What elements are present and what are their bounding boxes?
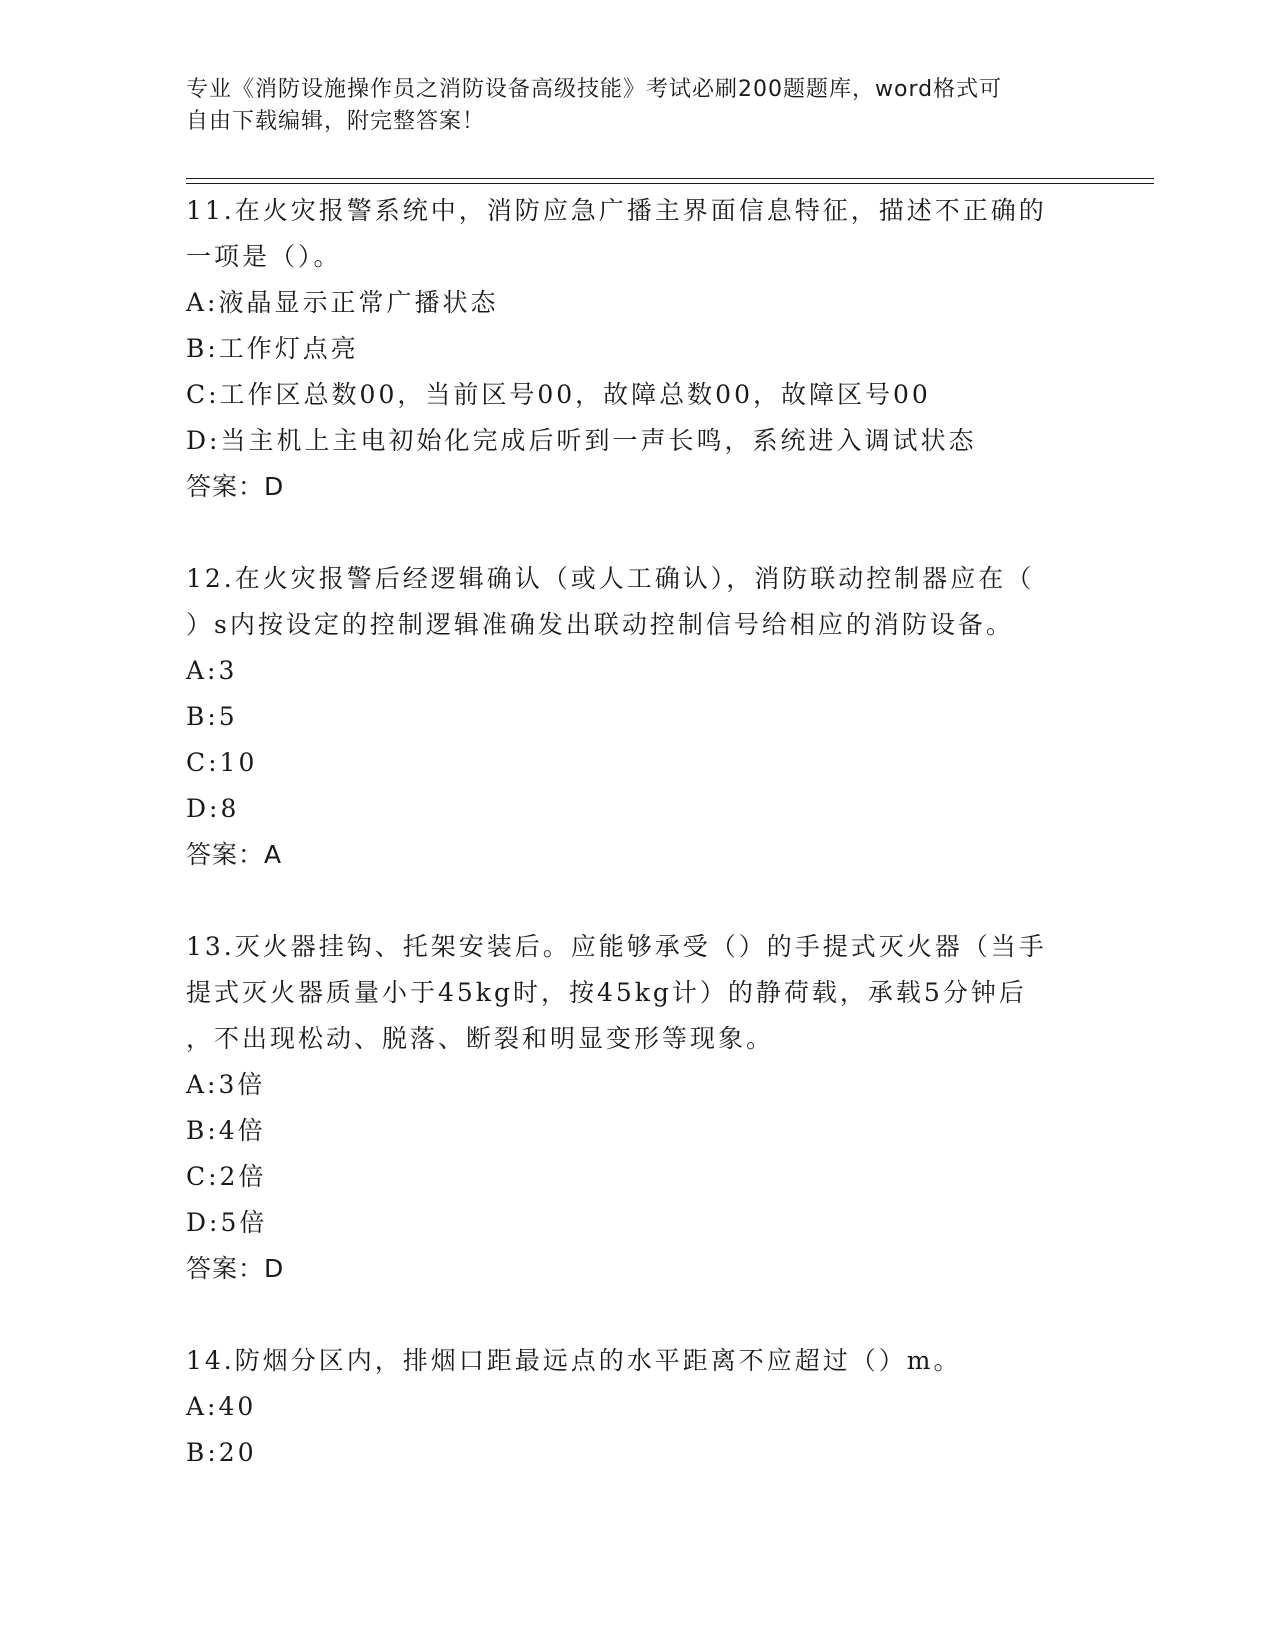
question-spacer [186, 1292, 1086, 1338]
question-stem-line: ，不出现松动、脱落、断裂和明显变形等现象。 [186, 1024, 775, 1053]
option-a: A:3倍 [186, 1070, 266, 1099]
option-a: A:3 [186, 656, 238, 685]
option-c: C:10 [186, 748, 258, 777]
option-b: B:20 [186, 1438, 257, 1467]
question-11 [186, 188, 1086, 510]
answer: 答案：D [186, 472, 285, 501]
question-12 [186, 556, 1086, 878]
option-c: C:工作区总数00，当前区号00，故障总数00，故障区号00 [186, 380, 931, 409]
option-b: B:工作灯点亮 [186, 334, 359, 363]
question-spacer [186, 878, 1086, 924]
header-divider-top [186, 178, 1154, 179]
header-line-1: 专业《消防设施操作员之消防设备高级技能》考试必刷200题题库，word格式可 [186, 77, 1003, 102]
option-d: D:5倍 [186, 1208, 268, 1237]
option-b: B:4倍 [186, 1116, 266, 1145]
document-header [186, 74, 1066, 138]
header-divider-bottom [186, 183, 1154, 184]
option-d: D:当主机上主电初始化完成后听到一声长鸣，系统进入调试状态 [186, 426, 977, 455]
option-a: A:液晶显示正常广播状态 [186, 288, 499, 317]
question-13 [186, 924, 1086, 1292]
answer: 答案：D [186, 1254, 285, 1283]
header-line-2: 自由下载编辑，附完整答案！ [186, 109, 486, 134]
question-stem-line: 11.在火灾报警系统中，消防应急广播主界面信息特征，描述不正确的 [186, 196, 1047, 225]
question-list [186, 188, 1086, 1476]
answer: 答案：A [186, 840, 283, 869]
question-stem-line: 提式灭火器质量小于45kg时，按45kg计）的静荷载，承载5分钟后 [186, 978, 1027, 1007]
question-stem-line: 一项是（）。 [186, 242, 342, 271]
option-a: A:40 [186, 1392, 257, 1421]
option-b: B:5 [186, 702, 238, 731]
question-14 [186, 1338, 1086, 1476]
option-d: D:8 [186, 794, 240, 823]
question-spacer [186, 510, 1086, 556]
question-stem-line: ）s内按设定的控制逻辑准确发出联动控制信号给相应的消防设备。 [186, 610, 1014, 639]
question-stem-line: 12.在火灾报警后经逻辑确认（或人工确认），消防联动控制器应在（ [186, 564, 1035, 593]
option-c: C:2倍 [186, 1162, 267, 1191]
question-stem-line: 13.灭火器挂钩、托架安装后。应能够承受（）的手提式灭火器（当手 [186, 932, 1047, 961]
question-stem-line: 14.防烟分区内，排烟口距最远点的水平距离不应超过（）m。 [186, 1346, 962, 1375]
